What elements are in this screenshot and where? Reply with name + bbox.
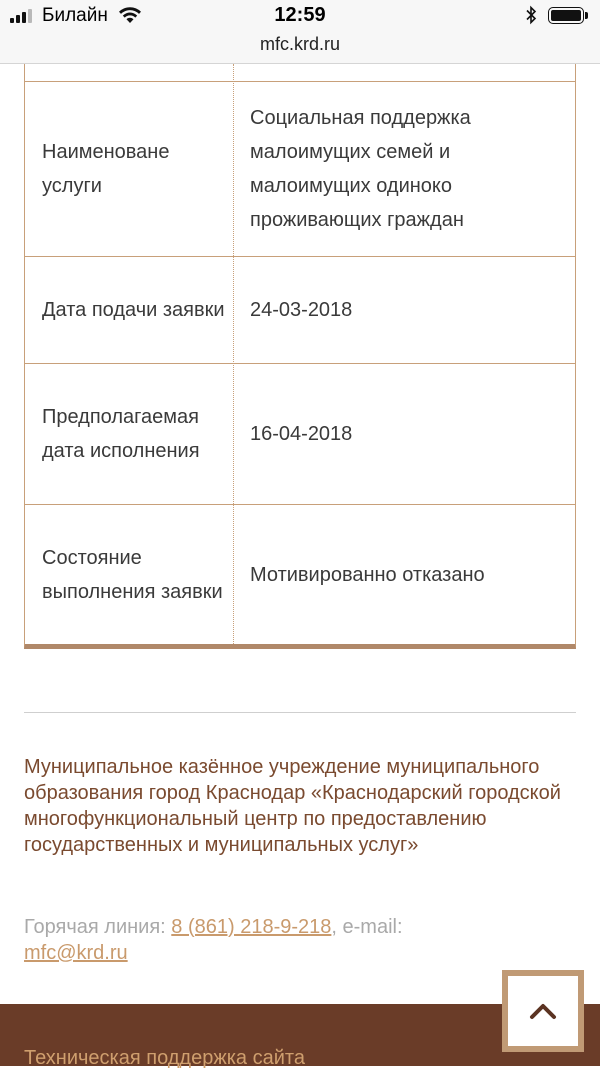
bluetooth-icon <box>525 5 537 25</box>
service-name-label: Наименоване услуги <box>42 141 170 197</box>
expected-date-value: 16-04-2018 <box>250 423 353 445</box>
clock: 12:59 <box>274 4 326 26</box>
carrier-name: Билайн <box>42 5 108 26</box>
email-link[interactable]: mfc@krd.ru <box>24 942 128 964</box>
battery-icon <box>548 7 584 24</box>
service-name-value: Социальная поддержка малоимущих семей и малоимущих одиноко проживающих граждан <box>250 107 471 231</box>
request-status-table <box>24 64 576 649</box>
organization-name: Муниципальное казённое учреждение муниципального образования город Краснодар «Краснодарский городской многофункциональный центр по предоставлению государственных и муниципальных услуг» <box>24 756 561 856</box>
url-text: mfc.krd.ru <box>259 34 340 54</box>
chevron-up-icon <box>529 1002 557 1020</box>
table-row <box>25 364 575 505</box>
status-label: Состояние выполнения заявки <box>42 546 223 603</box>
table-row <box>25 257 575 364</box>
submission-date-value: 24-03-2018 <box>250 299 353 321</box>
contacts <box>24 914 424 966</box>
url-bar[interactable] <box>0 32 600 64</box>
email-label: , e-mail: <box>331 916 403 938</box>
tech-support-link[interactable]: Техническая поддержка сайта <box>24 1047 305 1069</box>
expected-date-label: Предполагаемая дата исполнения <box>42 406 200 462</box>
hotline-phone-link[interactable]: 8 (861) 218-9-218 <box>171 916 332 938</box>
submission-date-label: Дата подачи заявки <box>42 299 225 321</box>
table-row <box>25 505 575 644</box>
hotline-label: Горячая линия: <box>24 916 172 938</box>
scroll-to-top-button[interactable] <box>502 970 584 1052</box>
table-row <box>25 64 575 82</box>
status-value: Мотивированно отказано <box>250 563 485 586</box>
footer-divider <box>24 712 576 713</box>
status-bar <box>0 0 600 32</box>
table-row <box>25 82 575 257</box>
